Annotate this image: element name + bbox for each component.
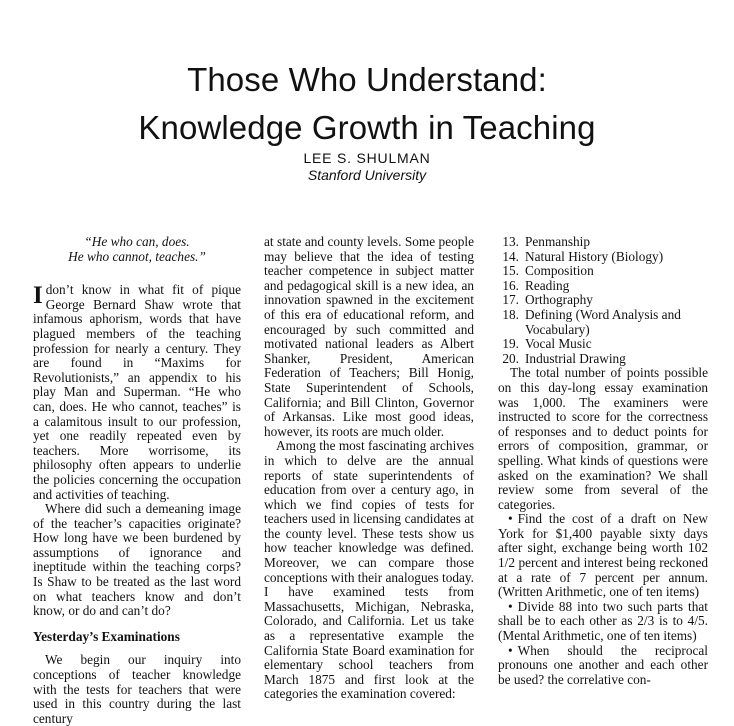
list-item: 16. Reading <box>502 277 570 293</box>
column-2 <box>264 235 474 726</box>
paragraph-points: The total number of points possible on this day-long essay examination was 1,000. The examiners were instructed to score for the correctness of responses and to deduct points for errors of composition, grammar, or spelling. What kinds of questions were asked on the examination? We shall review some from several of the categories. <box>498 365 708 512</box>
paragraph-archives: Among the most fascinating archives in which to delve are the annual reports of state superintendents of education from over a century ago, in which we find copies of tests for teachers used in licensing candidates at the county level. These tests show us how teacher knowledge was defined. Moreover, we can compare those conceptions with their analogues today. I have examined tests from Massachusetts, Michigan, Nebraska, Colorado, and California. Let us take as a representative example the California State Board examination for elementary school teachers from March 1875 and first look at the categories the examination covered: <box>264 438 474 702</box>
column-3 <box>498 235 708 726</box>
column-1 <box>33 235 241 726</box>
list-item: 13. Penmanship <box>502 235 591 249</box>
list-item: 17. Orthography <box>502 292 593 308</box>
bullet-icon: • <box>508 511 513 527</box>
exam-question-grammar: • When should the reciprocal pronouns one another and each other be used? the correlative con- <box>498 642 708 687</box>
drop-cap: I <box>33 282 43 310</box>
paragraph-origin-question: Where did such a demeaning image of the teacher’s capacities originate? How long have we been burdened by assumptions of ignorance and ineptitude within the teaching corps? Is Shaw to be treated as the last word on what teachers know and don’t know, or do and can’t do? <box>33 501 241 619</box>
author-affiliation: Stanford University <box>307 167 427 183</box>
bullet-icon: • <box>508 642 513 658</box>
list-item: 14. Natural History (Biology) <box>502 248 664 264</box>
title-line-1: Those Who Understand: <box>187 61 547 99</box>
section-heading: Yesterday’s Examinations <box>33 628 180 644</box>
list-item: 15. Composition <box>502 263 594 279</box>
paragraph-testing-history: at state and county levels. Some people may believe that the idea of testing teacher competence in subject matter and pedagogical skill is a new idea, an innovation spawned in the excitement of this era of educational reform, and encouraged by such committed and motivated national leaders as Albert Shanker, President, American Federation of Teachers; Bill Honig, State Superintendent of Schools, California; and Bill Clinton, Governor of Arkansas. Like most good ideas, however, its roots are much older. <box>264 235 474 439</box>
list-item: 19. Vocal Music <box>502 336 592 352</box>
title-line-2: Knowledge Growth in Teaching <box>138 109 596 147</box>
epigraph-line-2: He who cannot, teaches.” <box>68 248 206 264</box>
paragraph-intro-text: don’t know in what fit of pique George Bernard Shaw wrote that infamous aphorism, words that have plagued members of the teaching profession for nearly a century. They are found in “Maxims for Revolutionists,” an appendix to his play Man and Superman. “He who can, does. He who cannot, teaches” is a calamitous insult to our profession, yet one readily repeated even by teachers. More worrisome, its philosophy often appears to underlie the policies concerning the occupation and activities of teaching. <box>33 282 241 502</box>
list-item: 18. Defining (Word Analysis and Vocabulary) <box>502 306 681 337</box>
paragraph-intro <box>33 283 241 502</box>
paragraph-inquiry: We begin our inquiry into conceptions of teacher knowledge with the tests for teachers that were used in this country during the last century <box>33 652 241 726</box>
article-title <box>0 56 734 152</box>
epigraph-line-1: “He who can, does. <box>84 235 190 249</box>
list-item: 20. Industrial Drawing <box>502 350 626 366</box>
author-name: LEE S. SHULMAN <box>303 150 431 166</box>
exam-category-list <box>498 235 708 366</box>
exam-question-arithmetic: • Find the cost of a draft on New York for $1,400 payable sixty days after sight, exchange being worth 102 1/2 percent and interest being reckoned at a rate of 7 percent per annum. (Written Arithmetic, one of ten items) <box>498 511 708 600</box>
exam-question-mental-arithmetic: • Divide 88 into two such parts that shall be to each other as 2/3 is to 4/5. (Mental Arithmetic, one of ten items) <box>498 598 708 644</box>
bullet-icon: • <box>508 598 513 614</box>
epigraph <box>33 235 241 264</box>
